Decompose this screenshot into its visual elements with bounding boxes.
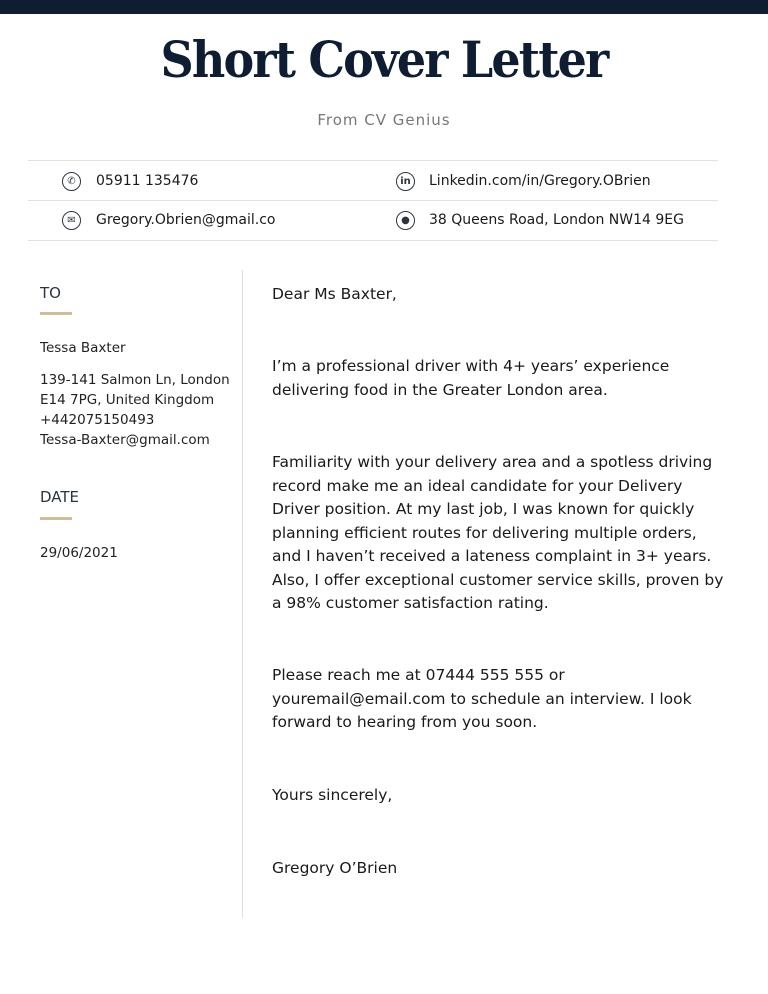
text-line: forward to hearing from you soon. [272,713,538,731]
phone-icon: ✆ [62,172,81,191]
divider [28,240,718,241]
text-line: planning efficient routes for delivering multiple orders, [272,523,697,542]
paragraph-1 [272,355,669,402]
text-line: a 98% customer satisfaction rating. [272,594,549,612]
recipient-details [40,370,230,450]
date-label: DATE [40,488,80,506]
recipient-line: +442075150493 [40,412,155,428]
text-line: Familiarity with your delivery area and a spotless driving [272,453,713,471]
accent-line [40,517,72,520]
contact-email [62,210,276,230]
phone-text: 05911 135476 [96,173,199,189]
text-line: Driver position. At my last job, I was known for quickly [272,500,695,518]
address-text: 38 Queens Road, London NW14 9EG [429,212,684,228]
text-line: and I haven’t received a lateness complaint in 3+ years. [272,547,712,565]
text-line: youremail@email.com to schedule an interview. I look [272,689,692,708]
accent-line [40,312,72,315]
paragraph-2 [272,451,723,616]
text-line: Please reach me at 07444 555 555 or [272,666,565,684]
linkedin-text[interactable]: Linkedin.com/in/Gregory.OBrien [429,173,651,189]
email-icon: ✉ [62,211,81,230]
recipient-name: Tessa Baxter [40,340,126,356]
date-value: 29/06/2021 [40,545,118,561]
text-line: record make me an ideal candidate for your Delivery [272,476,683,495]
greeting: Dear Ms Baxter, [272,285,397,303]
divider [28,200,718,201]
contact-phone [62,171,198,191]
recipient-line: E14 7PG, United Kingdom [40,392,215,408]
subtitle: From CV Genius [317,111,451,129]
recipient-line: Tessa-Baxter@gmail.com [40,432,210,448]
closing: Yours sincerely, [272,786,393,804]
recipient-line: 139-141 Salmon Ln, London [40,372,230,388]
linkedin-icon: in [396,172,415,191]
page-title: Short Cover Letter [160,30,608,89]
text-line: delivering food in the Greater London area. [272,380,608,399]
location-pin-icon: ● [396,211,415,230]
divider [28,160,718,161]
text-line: I’m a professional driver with 4+ years’ experience [272,357,670,375]
email-text[interactable]: Gregory.Obrien@gmail.co [96,212,276,228]
top-bar [0,0,768,14]
contact-linkedin [396,171,651,191]
signature: Gregory O’Brien [272,859,398,877]
column-divider [242,270,243,918]
paragraph-3 [272,664,692,735]
contact-address [396,210,684,230]
to-label: TO [40,284,61,302]
text-line: Also, I offer exceptional customer service skills, proven by [272,570,724,589]
